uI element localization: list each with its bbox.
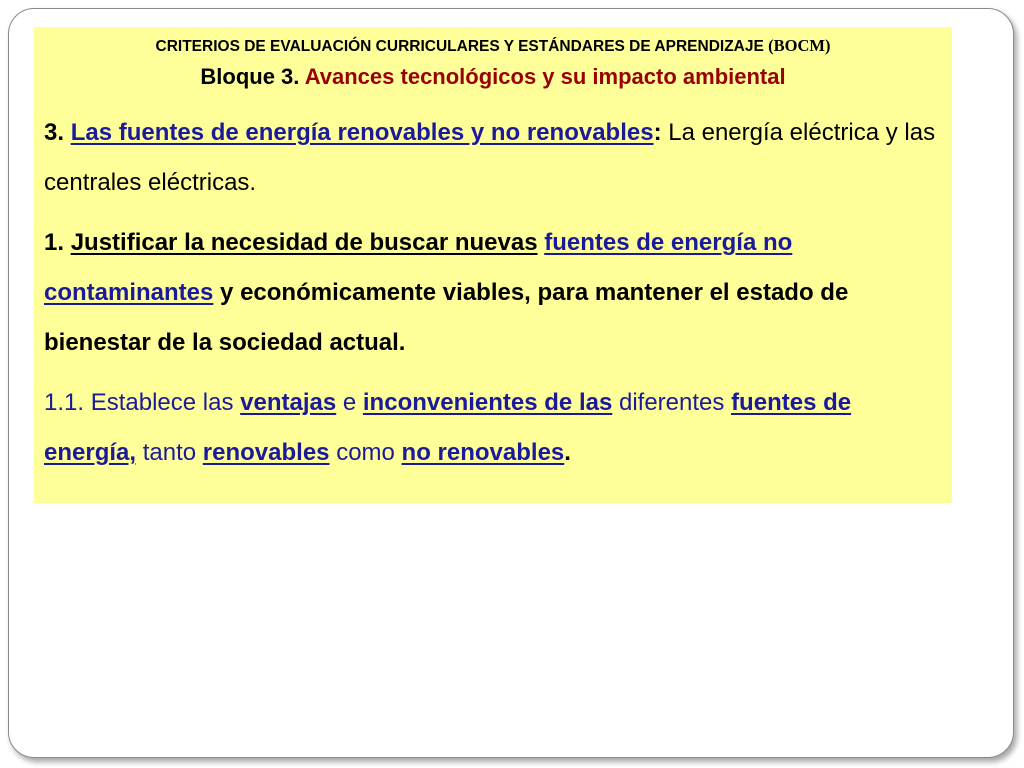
contenido-colon: :: [653, 119, 662, 146]
contenido-rest: La energía eléctrica y las centrales eléctricas.: [44, 119, 936, 196]
content-box: [34, 27, 952, 503]
criterio-paragraph: [44, 218, 942, 368]
estandar-number: 1.1.: [44, 389, 85, 416]
estandar-como: como: [336, 439, 395, 466]
estandar-tanto: tanto: [142, 439, 197, 466]
fuentes-link[interactable]: fuentes de energía,: [44, 389, 852, 466]
criterio-link[interactable]: fuentes de energía no contaminantes: [44, 229, 793, 306]
bloque-label: Bloque 3.: [200, 64, 300, 89]
criterio-number: 1.: [44, 229, 65, 256]
estandar-e: e: [342, 389, 357, 416]
no-renovables-link[interactable]: no renovables: [401, 439, 565, 466]
criterio-part1: Justificar la necesidad de buscar nuevas: [70, 229, 538, 256]
criterio-part2: y económicamente viables, para mantener el estado de bienestar de la sociedad actual.: [44, 279, 849, 356]
bocm-source: (BOCM): [768, 36, 831, 55]
inconvenientes-link[interactable]: inconvenientes de las: [362, 389, 613, 416]
estandar-text1: Establece las: [90, 389, 234, 416]
estandar-diferentes: diferentes: [618, 389, 725, 416]
estandar-period: .: [564, 439, 571, 466]
ventajas-link[interactable]: ventajas: [240, 389, 337, 416]
bloque-name: Avances tecnológicos y su impacto ambiental: [304, 64, 786, 89]
bloque-title: [44, 62, 942, 92]
estandar-paragraph: [44, 378, 942, 478]
criteria-header: [44, 33, 942, 60]
renovables-link[interactable]: renovables: [202, 439, 330, 466]
contenido-number: 3.: [44, 119, 65, 146]
contenido-link[interactable]: Las fuentes de energía renovables y no renovables: [70, 119, 654, 146]
criteria-header-text: CRITERIOS DE EVALUACIÓN CURRICULARES Y ESTÁNDARES DE APRENDIZAJE: [155, 38, 764, 55]
contenido-paragraph: [44, 108, 942, 208]
